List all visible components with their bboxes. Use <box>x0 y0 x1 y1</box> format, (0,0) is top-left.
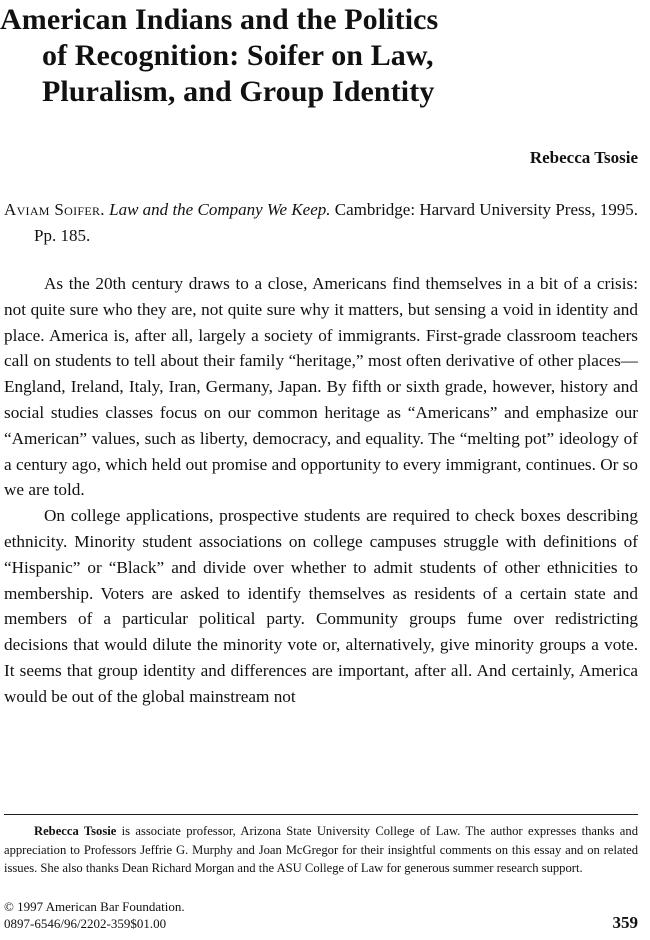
copyright-notice: © 1997 American Bar Foundation. <box>4 899 185 914</box>
title-line-1: American Indians and the Politics <box>0 3 439 36</box>
title-line-3: Pluralism, and Group Identity <box>42 75 435 108</box>
body-paragraph: On college applications, prospective students are required to check boxes describing ethnicity. Minority student associations on college campuses struggle with definitions of “Hispanic” or “Black” and divide over whether to admit students of other ethnicities to membership. Voters are asked to identify themselves as residents of a certain state and members of a particular political party. Community groups fume over redistricting decisions that would dilute the minority vote or, alternatively, give minority groups a vote. It seems that group identity and differences are important, after all. And certainly, America would be out of the global mainstream not <box>4 506 638 706</box>
reviewed-book-author: Aviam Soifer. <box>4 200 105 219</box>
copyright-code: 0897-6546/96/2202-359$01.00 <box>4 916 167 931</box>
author-footnote <box>4 822 638 878</box>
footnote-author: Rebecca Tsosie <box>34 824 117 838</box>
article-body <box>4 271 638 710</box>
article-title <box>0 2 560 110</box>
page-number: 359 <box>612 913 638 932</box>
footnote-text: is associate professor, Arizona State University College of Law. The author expresses thanks and appreciation to Professors Jeffrie G. Murphy and Joan McGregor for their insightful comments on this essay and on related issues. She also thanks Dean Richard Morgan and the ASU College of Law for generous summer research support. <box>4 824 638 875</box>
book-review-citation <box>4 197 638 249</box>
article-author: Rebecca Tsosie <box>529 148 638 167</box>
body-paragraph: As the 20th century draws to a close, Americans find themselves in a bit of a crisis: not quite sure who they are, not quite sure why it matters, but sensing a void in identity and place. America is, after all, largely a society of immigrants. First-grade classroom teachers call on students to tell about their family “heritage,” most often derivative of other places—England, Ireland, Italy, Iran, Germany, Japan. By fifth or sixth grade, however, history and social studies classes focus on our common heritage as “Americans” and emphasize our “American” values, such as liberty, democracy, and equality. The “melting pot” ideology of a century ago, which held out promise and opportunity to every immigrant, continues. Or so we are told. <box>4 274 638 500</box>
footnote-divider <box>4 814 638 815</box>
title-line-2: of Recognition: Soifer on Law, <box>42 39 434 72</box>
copyright-block <box>4 898 185 932</box>
reviewed-book-title: Law and the Company We Keep. <box>109 200 331 219</box>
reviewed-book-publication: Cambridge: Harvard University Press, 1995. Pp. 185. <box>34 200 638 245</box>
